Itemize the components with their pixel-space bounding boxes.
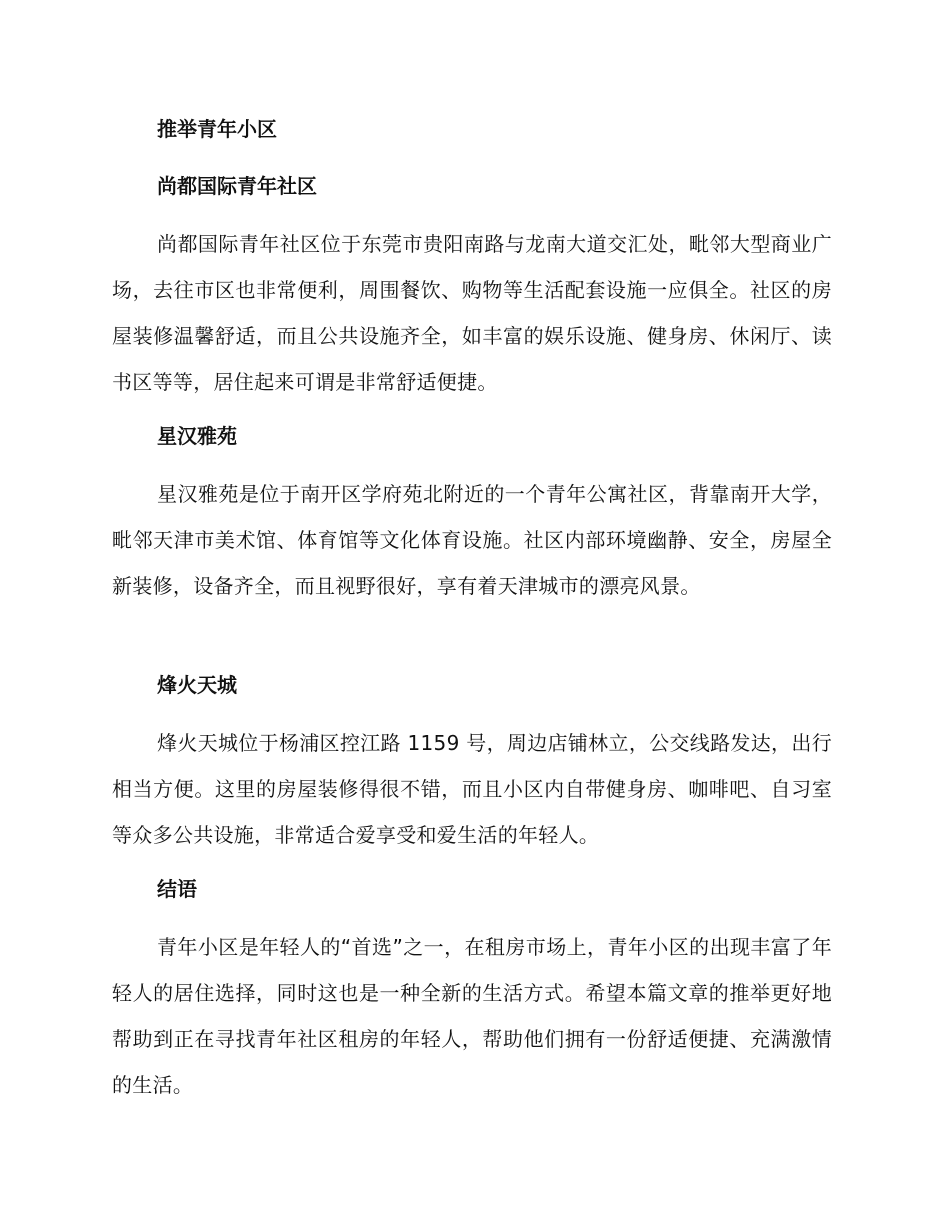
section-body-fenghuo: 烽火天城位于杨浦区控江路 1159 号，周边店铺林立，公交线路发达，出行相当方便。这里的房屋装修得很不错，而且小区内自带健身房、咖啡吧、自习室等众多公共设施，非常适合爱享受和爱生活的年轻人。 [112,731,832,847]
section-heading-shangdu: 尚都国际青年社区 [157,174,317,198]
section-heading-xinghan: 星汉雅苑 [157,424,237,448]
section-heading-conclusion: 结语 [157,877,197,901]
section-heading-fenghuo: 烽火天城 [157,673,237,697]
section-body-shangdu: 尚都国际青年社区位于东莞市贵阳南路与龙南大道交汇处，毗邻大型商业广场，去往市区也非常便利，周围餐饮、购物等生活配套设施一应俱全。社区的房屋装修温馨舒适，而且公共设施齐全，如丰富的娱乐设施、健身房、休闲厅、读书区等等，居住起来可谓是非常舒适便捷。 [112,232,832,394]
document-title: 推举青年小区 [157,117,277,141]
section-body-xinghan: 星汉雅苑是位于南开区学府苑北附近的一个青年公寓社区，背靠南开大学，毗邻天津市美术馆、体育馆等文化体育设施。社区内部环境幽静、安全，房屋全新装修，设备齐全，而且视野很好，享有着天津城市的漂亮风景。 [112,482,832,598]
section-body-conclusion: 青年小区是年轻人的“首选”之一，在租房市场上，青年小区的出现丰富了年轻人的居住选择，同时这也是一种全新的生活方式。希望本篇文章的推举更好地帮助到正在寻找青年社区租房的年轻人，帮助他们拥有一份舒适便捷、充满激情的生活。 [112,935,832,1097]
